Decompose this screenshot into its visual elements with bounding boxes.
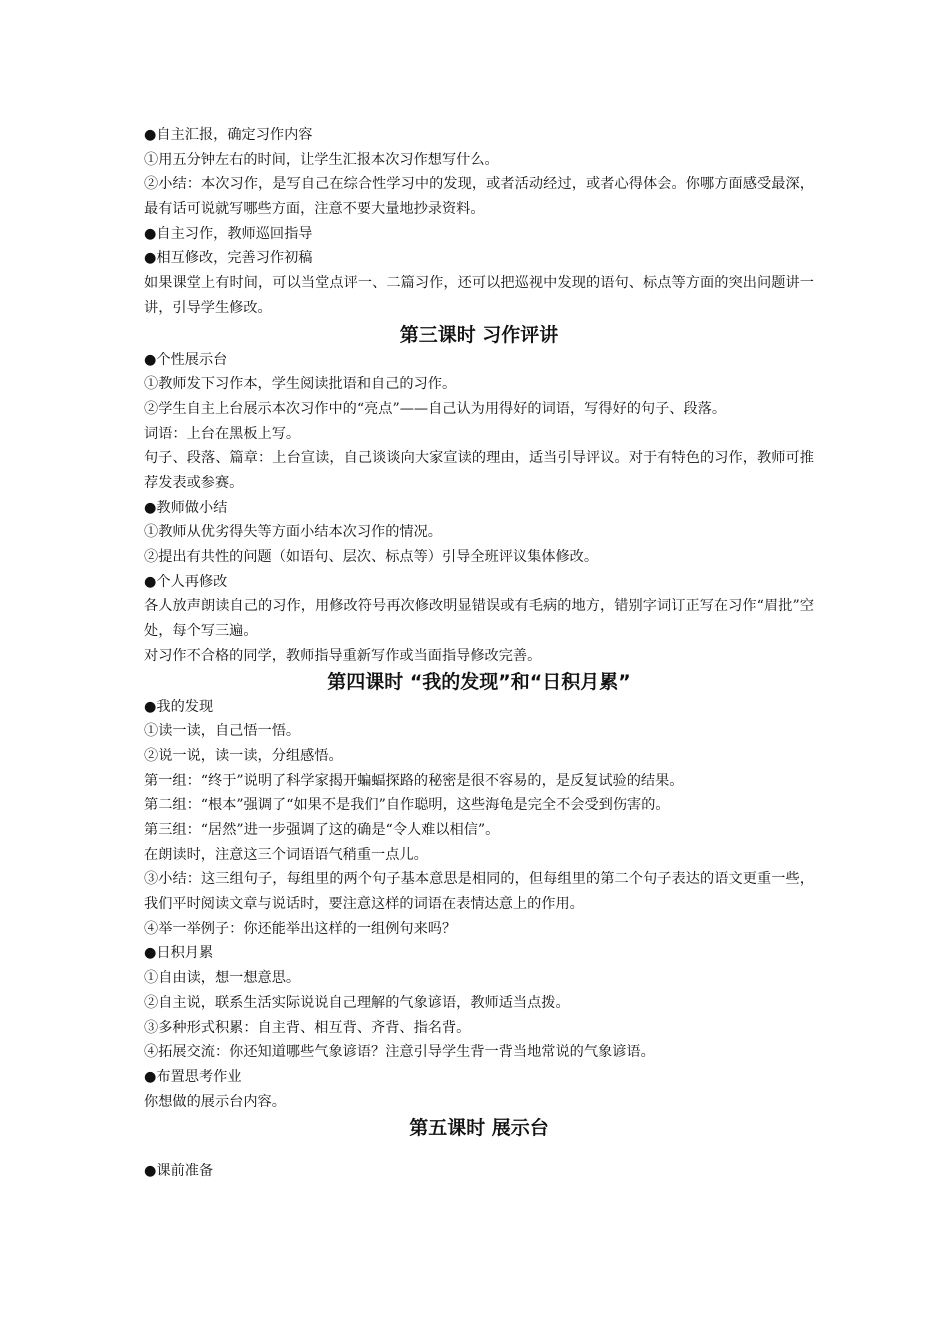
document-page <box>144 123 814 1184</box>
section-3-heading: 第三课时 习作评讲 <box>399 323 559 346</box>
group-1-line: 第一组：“终于”说明了科学家揭开蝙蝠探路的秘密是很不容易的，是反复试验的结果。 <box>144 772 684 789</box>
step-highlights-paragraph: ②学生自主上台展示本次习作中的“亮点”——自己认为用得好的词语，写得好的句子、段落。 <box>144 400 727 417</box>
step-teacher-summary: ①教师从优劣得失等方面小结本次习作的情况。 <box>144 524 442 541</box>
bullet-my-discovery: ●我的发现 <box>144 698 214 715</box>
step-say: ②说一说，读一读，分组感悟。 <box>144 747 343 764</box>
step-forms: ③多种形式积累：自主背、相互背、齐背、指名背。 <box>144 1019 471 1036</box>
step-free-read: ①自由读，想一想意思。 <box>144 970 301 987</box>
section-4-heading: 第四课时 “我的发现”和“日积月累” <box>327 670 631 693</box>
class-time-paragraph: 如果课堂上有时间，可以当堂点评一、二篇习作，还可以把巡视中发现的语句、标点等方面的突出问题讲一讲，引导学生修改。 <box>144 275 814 316</box>
section-5-heading: 第五课时 展示台 <box>409 1117 549 1140</box>
step-self-say: ②自主说，联系生活实际说说自己理解的气象谚语，教师适当点拨。 <box>144 994 570 1011</box>
reading-tip-line: 在朗读时，注意这三个词语语气稍重一点儿。 <box>144 846 428 863</box>
bullet-preparation: ●课前准备 <box>144 1163 214 1180</box>
step-common-problems: ②提出有共性的问题（如语句、层次、标点等）引导全班评议集体修改。 <box>144 549 599 566</box>
step-hand-out: ①教师发下习作本，学生阅读批语和自己的习作。 <box>144 376 457 393</box>
bullet-teacher-summary: ●教师做小结 <box>144 499 228 516</box>
step-read: ①读一读，自己悟一悟。 <box>144 723 301 740</box>
step-summary-sentences: ③小结：这三组句子，每组里的两个句子基本意思是相同的，但每组里的第二个句子表达的语文更重一些，我们平时阅读文章与说话时，要注意这样的词语在表情达意上的作用。 <box>144 871 814 913</box>
step-summary-paragraph: ②小结：本次习作，是写自己在综合性学习中的发现，或者活动经过，或者心得体会。你哪方面感受最深，最有话可说就写哪些方面，注意不要大量地抄录资料。 <box>144 176 814 218</box>
step-extend: ④拓展交流：你还知道哪些气象谚语？注意引导学生背一背当地常说的气象谚语。 <box>144 1044 655 1061</box>
sentences-paragraph: 句子、段落、篇章：上台宣读，自己谈谈向大家宣读的理由，适当引导评议。对于有特色的习作，教师可推荐发表或参赛。 <box>144 450 814 492</box>
bullet-personal-revision: ●个人再修改 <box>144 573 228 590</box>
bullet-mutual-revision: ●相互修改，完善习作初稿 <box>144 250 313 267</box>
read-aloud-paragraph: 各人放声朗读自己的习作，用修改符号再次修改明显错误或有毛病的地方，错别字词订正写在习作“眉批”空处，每个写三遍。 <box>144 598 814 640</box>
bullet-self-writing: ●自主习作，教师巡回指导 <box>144 225 313 242</box>
bullet-homework: ●布置思考作业 <box>144 1068 242 1085</box>
bullet-self-report: ●自主汇报，确定习作内容 <box>144 127 313 143</box>
homework-line: 你想做的展示台内容。 <box>144 1093 286 1110</box>
group-3-line: 第三组：“居然”进一步强调了这的确是“令人难以相信”。 <box>144 822 500 839</box>
group-2-line: 第二组：“根本”强调了“如果不是我们”自作聪明，这些海龟是完全不会受到伤害的。 <box>144 797 670 814</box>
bullet-showcase: ●个性展示台 <box>144 351 228 368</box>
step-five-minutes: ①用五分钟左右的时间，让学生汇报本次习作想写什么。 <box>144 151 499 168</box>
words-line: 词语：上台在黑板上写。 <box>144 425 301 442</box>
unqualified-line: 对习作不合格的同学，教师指导重新写作或当面指导修改完善。 <box>144 647 542 664</box>
bullet-accumulation: ●日积月累 <box>144 945 214 962</box>
step-examples: ④举一举例子：你还能举出这样的一组例句来吗？ <box>144 920 457 937</box>
